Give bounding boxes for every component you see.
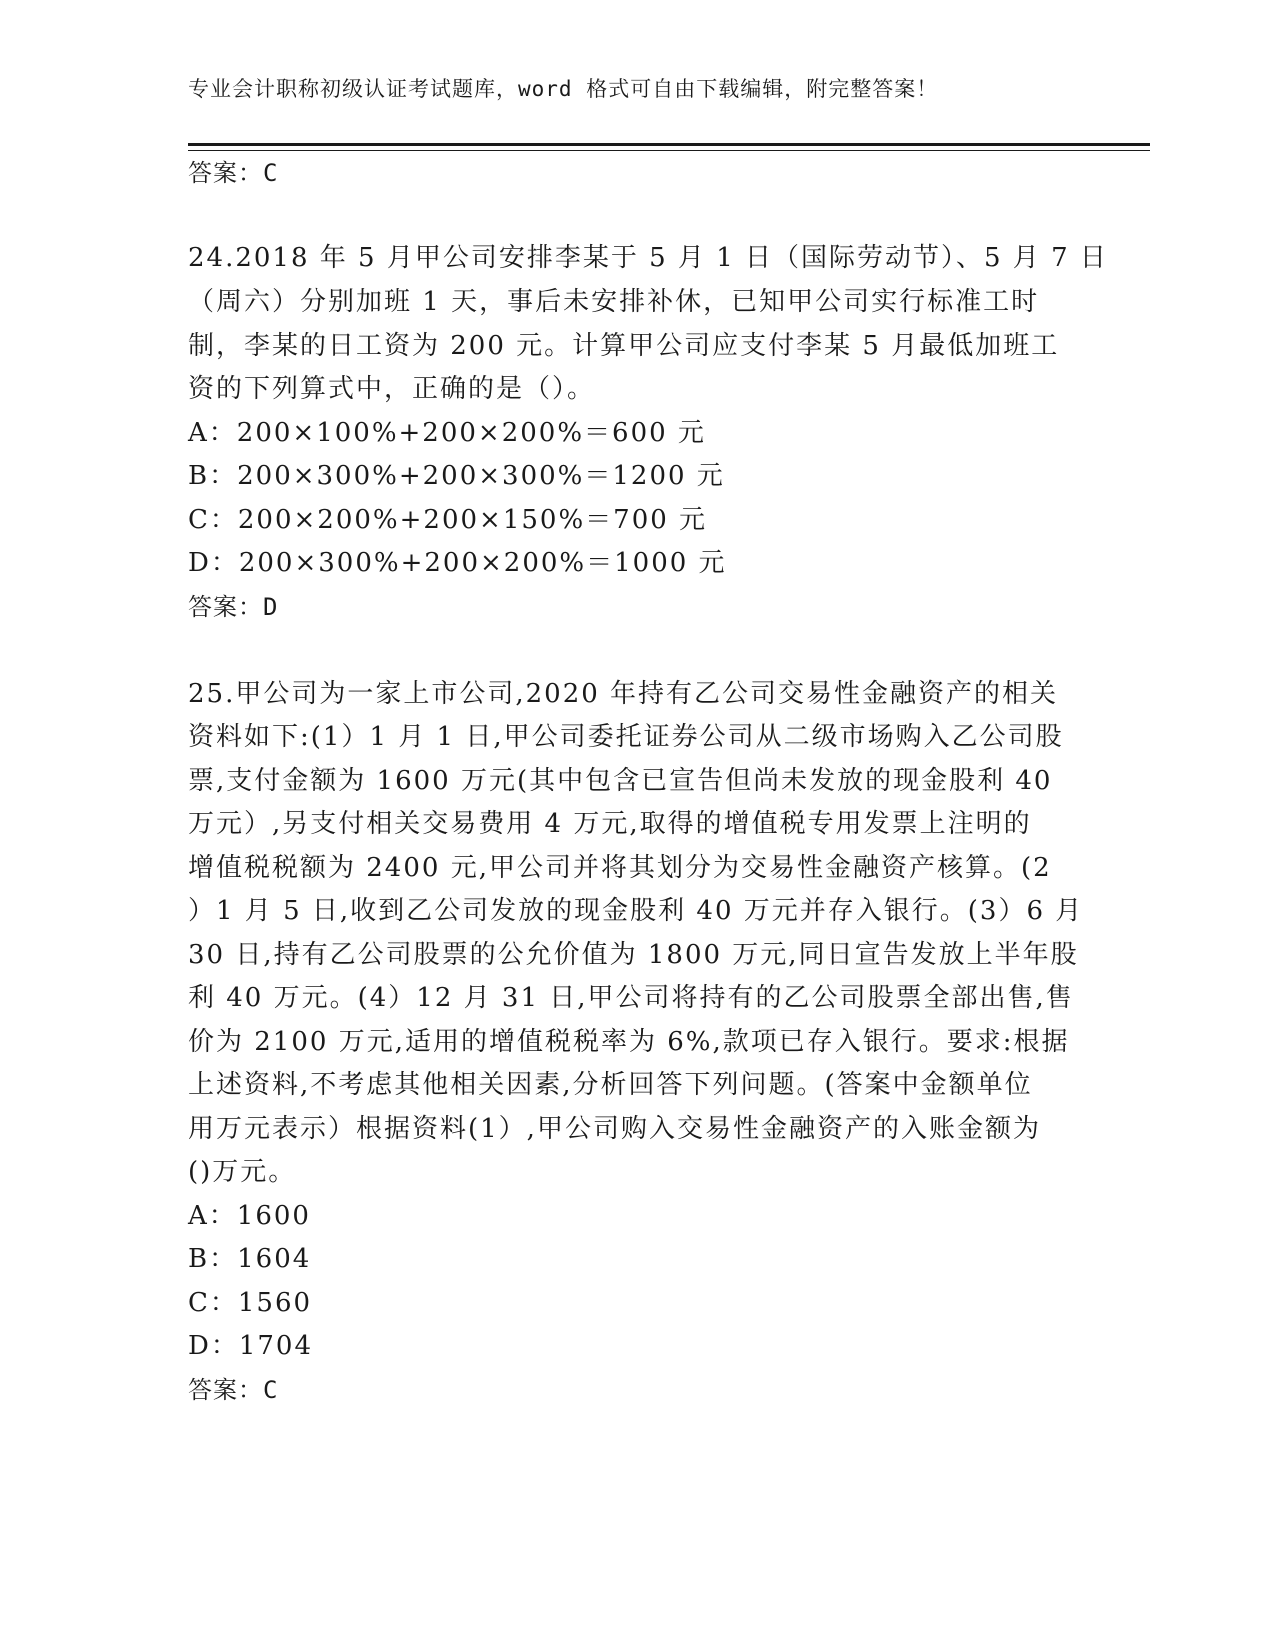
q25-text-line: 资料如下:(1）1 月 1 日,甲公司委托证券公司从二级市场购入乙公司股 <box>188 722 1064 752</box>
q24-answer: 答案：D <box>188 593 279 621</box>
q25-text-line: 增值税税额为 2400 元,甲公司并将其划分为交易性金融资产核算。(2 <box>188 853 1052 883</box>
q25-text-line: 票,支付金额为 1600 万元(其中包含已宣告但尚未发放的现金股利 40 <box>188 766 1053 796</box>
q25-text-line: 利 40 万元。(4）12 月 31 日,甲公司将持有的乙公司股票全部出售,售 <box>188 983 1074 1013</box>
q24-option-b: B：200×300%+200×300%＝1200 元 <box>188 461 725 491</box>
header-rule-thin <box>188 150 1150 151</box>
q25-option-b: B：1604 <box>188 1244 312 1274</box>
q25-text-line: 25.甲公司为一家上市公司,2020 年持有乙公司交易性金融资产的相关 <box>188 679 1059 709</box>
q24-option-d: D：200×300%+200×200%＝1000 元 <box>188 548 727 578</box>
q25-text-line: 上述资料,不考虑其他相关因素,分析回答下列问题。(答案中金额单位 <box>188 1070 1033 1100</box>
page-header: 专业会计职称初级认证考试题库，word 格式可自由下载编辑，附完整答案！ <box>188 77 939 101</box>
q25-text-line: 用万元表示）根据资料(1）,甲公司购入交易性金融资产的入账金额为 <box>188 1114 1041 1144</box>
q24-text-line: 24.2018 年 5 月甲公司安排李某于 5 月 1 日（国际劳动节）、5 月 7 日 <box>188 243 1108 273</box>
q24-text-line: 资的下列算式中，正确的是（）。 <box>188 374 596 404</box>
q25-text-line: 价为 2100 万元,适用的增值税税率为 6%,款项已存入银行。要求:根据 <box>188 1027 1070 1057</box>
q25-text-line: ()万元。 <box>188 1157 297 1187</box>
q24-text-line: （周六）分别加班 1 天，事后未安排补休，已知甲公司实行标准工时 <box>188 287 1040 317</box>
q25-option-d: D：1704 <box>188 1331 314 1361</box>
q24-option-c: C：200×200%+200×150%＝700 元 <box>188 505 708 535</box>
previous-answer: 答案：C <box>188 159 279 187</box>
q24-text-line: 制，李某的日工资为 200 元。计算甲公司应支付李某 5 月最低加班工 <box>188 331 1060 361</box>
header-rule-thick <box>188 143 1150 146</box>
q25-answer: 答案：C <box>188 1376 279 1404</box>
q25-text-line: 万元）,另支付相关交易费用 4 万元,取得的增值税专用发票上注明的 <box>188 809 1032 839</box>
q25-option-c: C：1560 <box>188 1288 313 1318</box>
q24-option-a: A：200×100%+200×200%＝600 元 <box>188 418 706 448</box>
q25-text-line: ）1 月 5 日,收到乙公司发放的现金股利 40 万元并存入银行。(3）6 月 <box>188 896 1084 926</box>
q25-text-line: 30 日,持有乙公司股票的公允价值为 1800 万元,同日宣告发放上半年股 <box>188 940 1079 970</box>
q25-option-a: A：1600 <box>188 1201 311 1231</box>
